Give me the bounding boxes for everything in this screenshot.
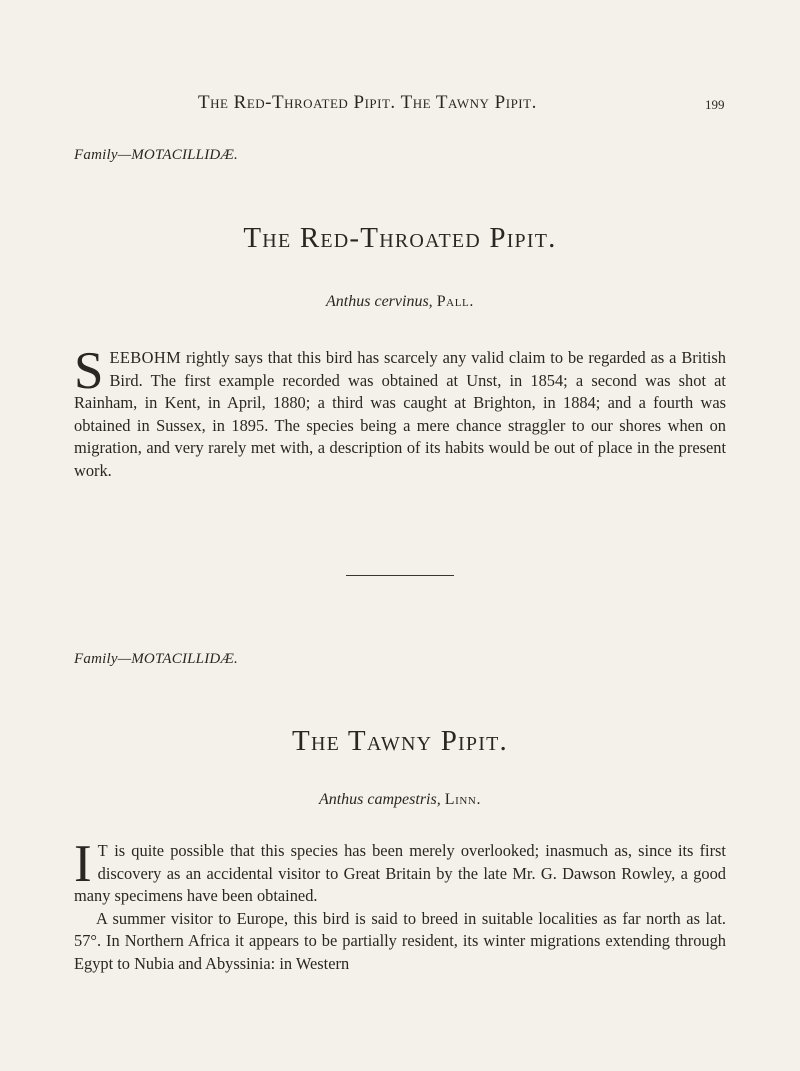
species-account [74, 342, 726, 482]
lead-word: EEBOHM [109, 348, 182, 367]
page-number: 199 [705, 97, 725, 112]
authority: Pall. [436, 293, 474, 310]
drop-cap: I [74, 835, 92, 893]
lead-word: T [97, 841, 109, 860]
drop-cap: S [74, 342, 104, 400]
species-title: The Red-Throated Pipit. [243, 222, 557, 254]
family-heading: Family—MOTACILLIDÆ. [74, 147, 238, 163]
species-account [74, 835, 726, 975]
latin-name: Anthus cervinus, [326, 293, 433, 310]
latin-name: Anthus campestris, [318, 791, 441, 808]
account-text: rightly says that this bird has scarcely any valid claim to be regarded as a British Bird. The first example recorded was obtained at Unst, in 1854; a second was shot at Rainham, in Kent, in April, 1880; a third was caught at Brighton, in 1884; and a fourth was obtained in Sussex, in 1895. The species being a mere chance straggler to our shores when on migration, and very rarely met with, a description of its habits would be out of place in the present work. [74, 348, 726, 480]
section-divider [346, 575, 454, 576]
species-scientific-name [0, 293, 800, 311]
authority: Linn. [444, 791, 482, 808]
running-head: The Red-Throated Pipit. The Tawny Pipit. [198, 92, 537, 113]
species-scientific-name [0, 791, 800, 809]
species-title: The Tawny Pipit. [292, 725, 508, 757]
account-text-continued: A summer visitor to Europe, this bird is said to breed in suitable localities as far north as lat. 57°. In Northern Africa it appears to be partially resident, its winter migrations extending through Egypt to Nubia and Abyssinia: in Western [74, 908, 726, 973]
account-text: is quite possible that this species has been merely overlooked; inasmuch as, since its first discovery as an accidental visitor to Great Britain by the late Mr. G. Dawson Rowley, a good many specimens have been obtained. [74, 841, 726, 905]
family-heading: Family—MOTACILLIDÆ. [74, 651, 238, 667]
